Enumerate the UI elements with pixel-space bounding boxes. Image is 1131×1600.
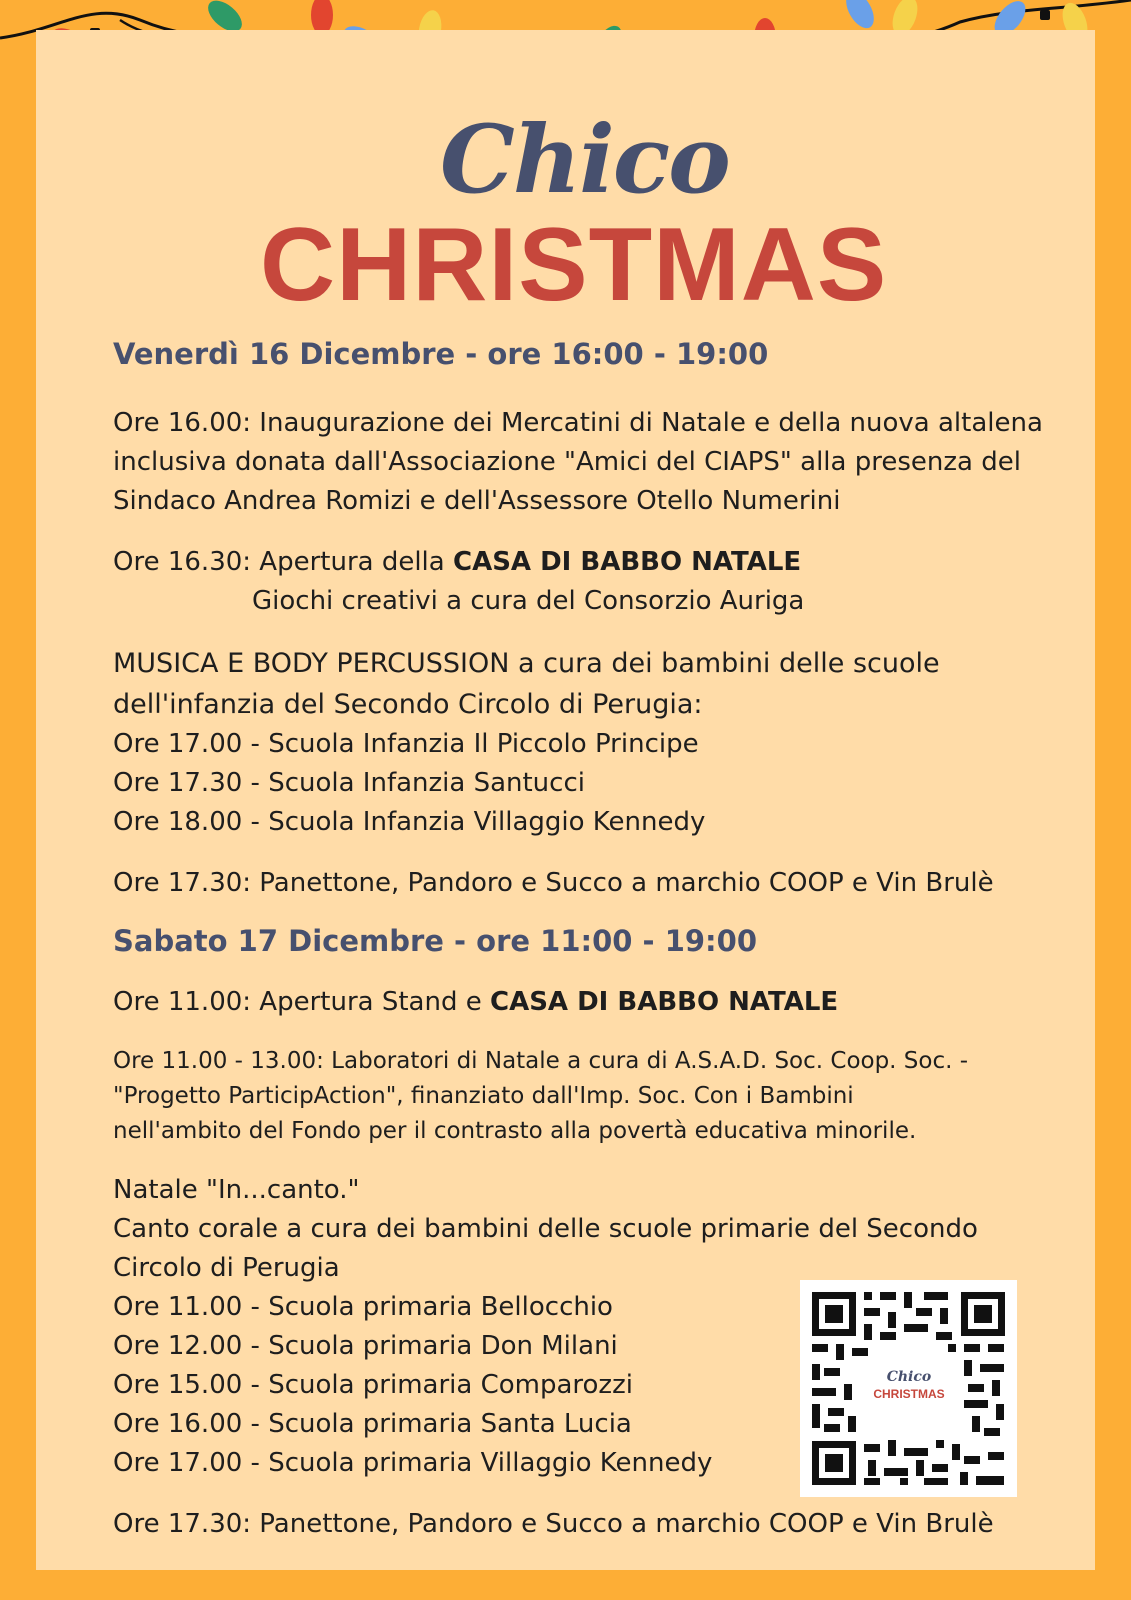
text-line: nell'ambito del Fondo per il contrasto alla povertà educativa minorile. — [113, 1118, 917, 1144]
day1-apertura — [113, 543, 1073, 621]
logo-script-text: Chico — [440, 105, 729, 215]
apertura-prefix: Ore 16.30: Apertura della — [113, 547, 453, 577]
day1-musica — [113, 643, 1073, 725]
text-line — [113, 983, 1073, 1022]
schedule-item: Ore 17.30 - Scuola Infanzia Santucci — [113, 768, 585, 798]
day2-panettone — [113, 1505, 1073, 1544]
text-line: "Progetto ParticipAction", finanziato dall'Imp. Soc. Con i Bambini — [113, 1083, 854, 1109]
text-line: Circolo di Perugia — [113, 1253, 340, 1283]
qr-logo-title: CHRISTMAS — [873, 1387, 945, 1401]
schedule-item: Ore 12.00 - Scuola primaria Don Milani — [113, 1331, 618, 1361]
text-line: Natale "In...canto." — [113, 1175, 360, 1205]
schedule-item: Ore 16.00 - Scuola primaria Santa Lucia — [113, 1409, 632, 1439]
schedule-item: Ore 17.00 - Scuola Infanzia Il Piccolo Principe — [113, 729, 699, 759]
text-line: dell'infanzia del Secondo Circolo di Perugia: — [113, 689, 703, 720]
day2-apertura — [113, 983, 1073, 1022]
text-line: Canto corale a cura dei bambini delle scuole primarie del Secondo — [113, 1214, 978, 1244]
text-line: Ore 17.30: Panettone, Pandoro e Succo a marchio COOP e Vin Brulè — [113, 868, 994, 898]
day2-heading: Sabato 17 Dicembre - ore 11:00 - 19:00 — [113, 924, 758, 958]
schedule-item: Ore 18.00 - Scuola Infanzia Villaggio Kennedy — [113, 807, 706, 837]
apertura-bold: CASA DI BABBO NATALE — [489, 987, 839, 1017]
day1-panettone — [113, 864, 1073, 903]
text-line: Ore 16.00: Inaugurazione dei Mercatini di Natale e della nuova altalena — [113, 408, 1043, 438]
day1-heading: Venerdì 16 Dicembre - ore 16:00 - 19:00 — [113, 337, 769, 371]
day1-inaugurazione — [113, 404, 1073, 521]
text-line: MUSICA E BODY PERCUSSION a cura dei bambini delle scuole — [113, 648, 940, 679]
apertura-prefix: Ore 11.00: Apertura Stand e — [113, 987, 490, 1017]
day1-schedule — [113, 725, 1073, 842]
schedule-item: Ore 17.00 - Scuola primaria Villaggio Kennedy — [113, 1448, 713, 1478]
qr-code[interactable] — [800, 1280, 1017, 1497]
text-line — [113, 543, 1073, 582]
text-line: inclusiva donata dall'Associazione "Amici del CIAPS" alla presenza del — [113, 447, 1021, 477]
text-line: Sindaco Andrea Romizi e dell'Assessore Otello Numerini — [113, 486, 841, 516]
logo-title-text: CHRISTMAS — [260, 207, 888, 323]
apertura-bold: CASA DI BABBO NATALE — [452, 547, 802, 577]
text-line: Ore 11.00 - 13.00: Laboratori di Natale a cura di A.S.A.D. Soc. Coop. Soc. - — [113, 1048, 969, 1074]
qr-logo-script: Chico — [886, 1369, 932, 1385]
text-line: Ore 17.30: Panettone, Pandoro e Succo a marchio COOP e Vin Brulè — [113, 1509, 994, 1539]
day2-laboratori — [113, 1044, 1073, 1149]
schedule-item: Ore 15.00 - Scuola primaria Comparozzi — [113, 1370, 633, 1400]
day2-natale — [113, 1171, 1073, 1288]
text-line: Giochi creativi a cura del Consorzio Auriga — [252, 586, 805, 616]
schedule-item: Ore 11.00 - Scuola primaria Bellocchio — [113, 1292, 613, 1322]
